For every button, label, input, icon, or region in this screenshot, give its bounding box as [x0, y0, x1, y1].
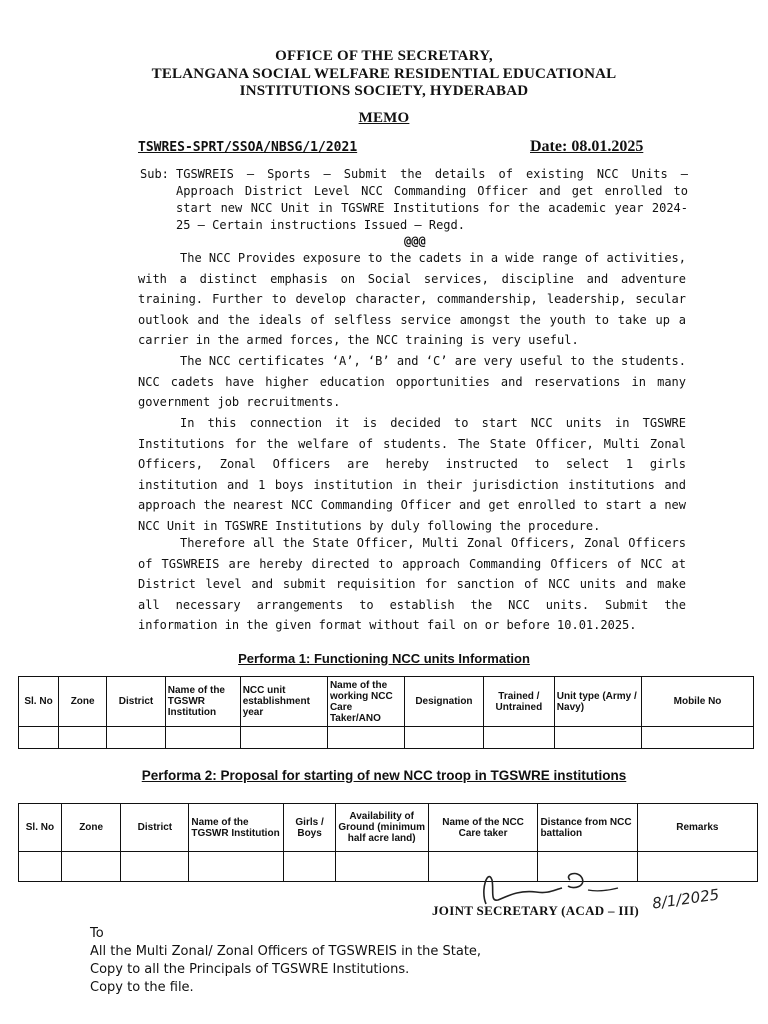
memo-title: MEMO — [358, 110, 410, 126]
society-name-line2: INSTITUTIONS SOCIETY, HYDERABAD — [239, 83, 529, 99]
distribution-line-3: Copy to the file. — [90, 980, 194, 995]
subject-text: TGSWREIS – Sports – Submit the details of existing NCC Units – Approach District Level NCC Commanding Officer and get enrolled to start new NCC Unit in TGSWRE Institutions for the academic year 2024-25 – Certain instructions Issued – Regd. — [176, 167, 688, 232]
table-cell — [59, 727, 107, 749]
performa1-header-row — [19, 677, 754, 727]
table-cell — [121, 852, 189, 882]
p1-col-unit-type: Unit type (Army / Navy) — [554, 677, 641, 727]
p1-col-district: District — [107, 677, 166, 727]
paragraph-1: The NCC Provides exposure to the cadets in a wide range of activities, with a distinct emphasis on Social services, discipline and adventure training. Further to develop character, commandership, leadership, secular outlook and the ideals of selfless service amongst the youth to take up a carrier in the armed forces, the NCC training is very useful. — [138, 251, 686, 348]
table-cell — [642, 727, 754, 749]
paragraph-2: The NCC certificates ‘A’, ‘B’ and ‘C’ are very useful to the students. NCC cadets have higher education opportunities and reservations in many government job recruitments. — [138, 354, 686, 410]
performa1-title: Performa 1: Functioning NCC units Information — [238, 651, 530, 666]
p1-col-mobile: Mobile No — [642, 677, 754, 727]
p1-col-slno: Sl. No — [19, 677, 59, 727]
table-cell — [284, 852, 335, 882]
table-cell — [165, 727, 240, 749]
signature-date: 8/1/2025 — [651, 885, 721, 913]
performa1-table — [18, 676, 754, 749]
table-cell — [240, 727, 327, 749]
memo-date: Date: 08.01.2025 — [530, 138, 644, 155]
p1-col-caretaker: Name of the working NCC Care Taker/ANO — [327, 677, 404, 727]
p2-col-caretaker: Name of the NCC Care taker — [428, 804, 538, 852]
performa2-title: Performa 2: Proposal for starting of new NCC troop in TGSWRE institutions — [141, 768, 627, 783]
distribution-line-1: All the Multi Zonal/ Zonal Officers of TGSWREIS in the State, — [90, 944, 482, 959]
p2-col-district: District — [121, 804, 189, 852]
p1-col-trained: Trained / Untrained — [483, 677, 554, 727]
subject-label: Sub: — [140, 167, 169, 181]
table-cell — [404, 727, 483, 749]
p2-col-remarks: Remarks — [637, 804, 757, 852]
office-title: OFFICE OF THE SECRETARY, — [275, 48, 493, 64]
paragraph-3: In this connection it is decided to start NCC units in TGSWRE Institutions for the welfare of students. The State Officer, Multi Zonal Officers, Zonal Officers are hereby instructed to select 1 girls institution and 1 boys institution in their jurisdiction institutions and approach the nearest NCC Commanding Officer and get enrolled to start a new NCC Unit in TGSWRE Institutions by duly following the procedure. — [138, 416, 686, 533]
society-name-line1: TELANGANA SOCIAL WELFARE RESIDENTIAL EDUCATIONAL — [151, 66, 617, 82]
distribution-line-2: Copy to all the Principals of TGSWRE Institutions. — [90, 962, 410, 977]
distribution-block — [90, 925, 481, 997]
p2-col-slno: Sl. No — [19, 804, 62, 852]
p1-col-zone: Zone — [59, 677, 107, 727]
p2-col-girls-boys: Girls / Boys — [284, 804, 335, 852]
table-cell — [335, 852, 428, 882]
p2-col-zone: Zone — [61, 804, 121, 852]
p1-col-establishment-year: NCC unit establishment year — [240, 677, 327, 727]
p2-col-distance: Distance from NCC battalion — [538, 804, 637, 852]
p1-col-designation: Designation — [404, 677, 483, 727]
p2-col-institution: Name of the TGSWR Institution — [189, 804, 284, 852]
performa2-header-row — [19, 804, 758, 852]
table-cell — [554, 727, 641, 749]
table-cell — [189, 852, 284, 882]
paragraph-4: Therefore all the State Officer, Multi Zonal Officers, Zonal Officers of TGSWREIS are hereby directed to approach Commanding Officers of NCC at District level and submit requisition for sanction of NCC units and make all necessary arrangements to establish the NCC units. Submit the information in the given format without fail on or before 10.01.2025. — [138, 536, 686, 633]
table-cell — [19, 727, 59, 749]
table-cell — [61, 852, 121, 882]
reference-number: TSWRES-SPRT/SSOA/NBSG/1/2021 — [138, 140, 358, 155]
p1-col-institution: Name of the TGSWR Institution — [165, 677, 240, 727]
table-cell — [19, 852, 62, 882]
table-cell — [107, 727, 166, 749]
p2-col-ground: Availability of Ground (minimum half acre land) — [335, 804, 428, 852]
separator: @@@ — [404, 234, 426, 248]
table-cell — [483, 727, 554, 749]
to-label: To — [90, 926, 104, 941]
signatory-designation: JOINT SECRETARY (ACAD – III) — [432, 903, 640, 918]
table-row — [19, 727, 754, 749]
table-cell — [327, 727, 404, 749]
